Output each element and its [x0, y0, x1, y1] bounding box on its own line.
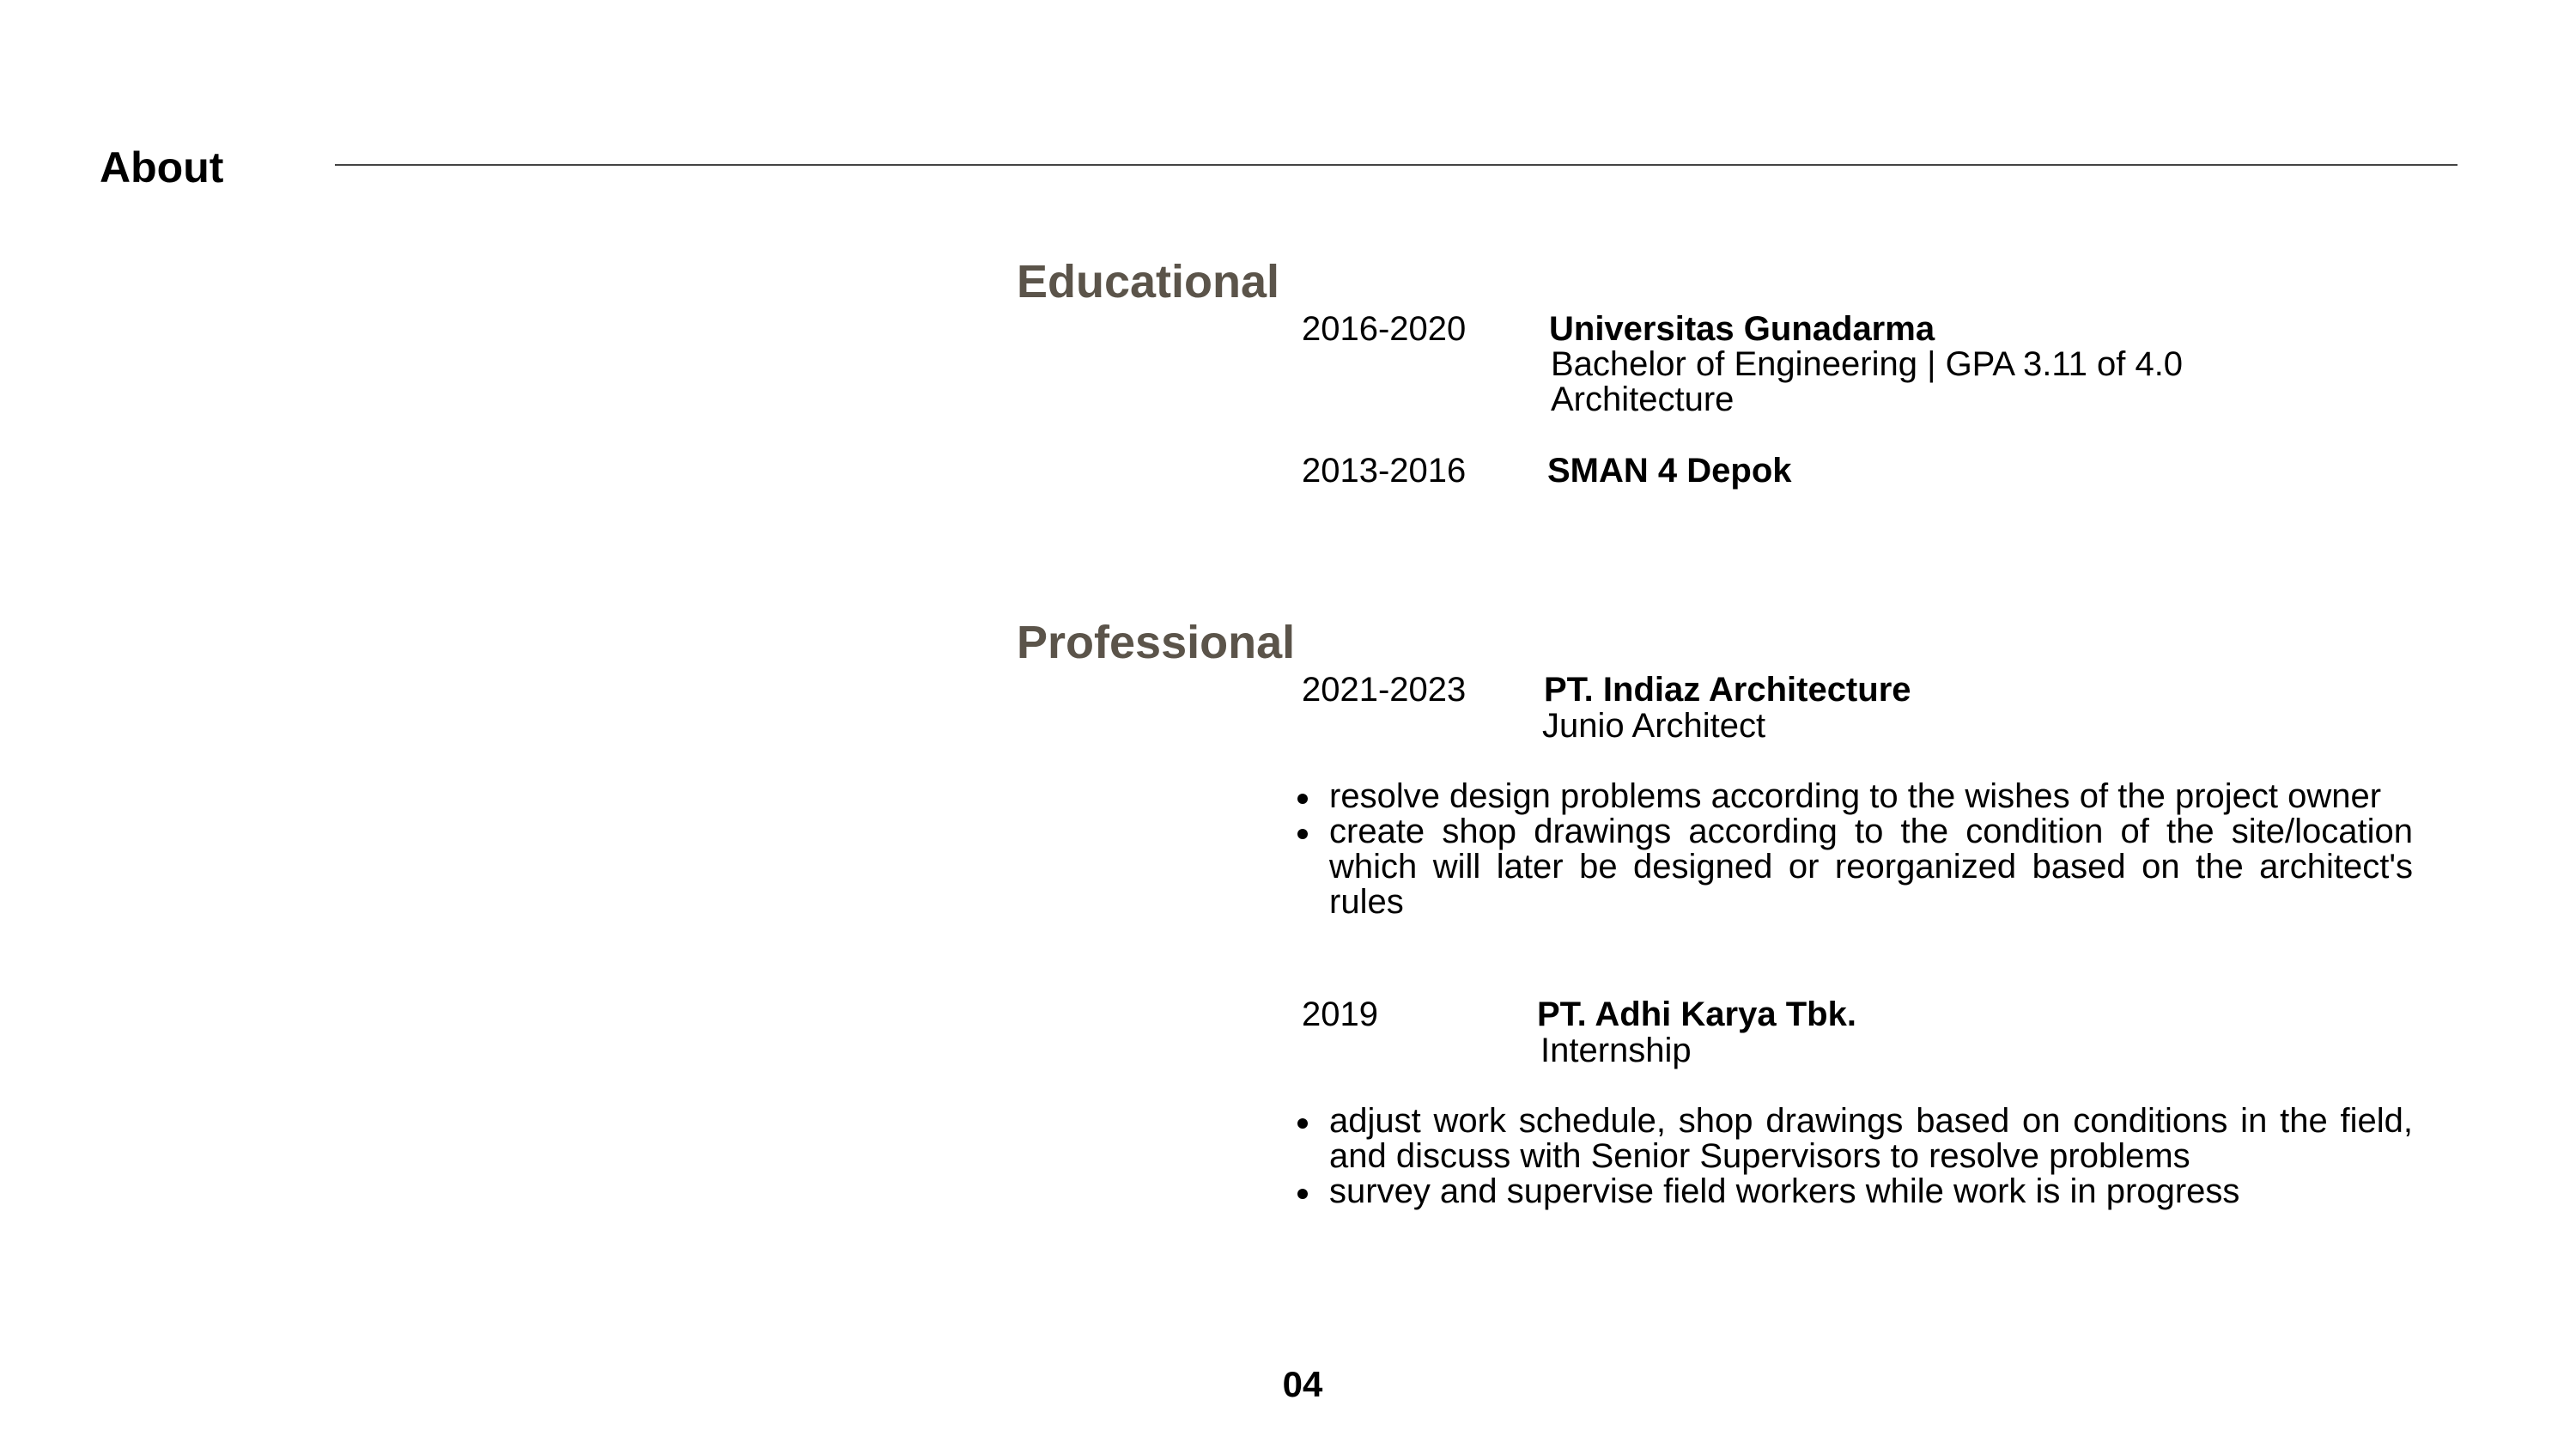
edu-2-school: SMAN 4 Depok	[1547, 452, 1792, 490]
edu-1-degree: Bachelor of Engineering | GPA 3.11 of 4.0	[1551, 345, 2184, 383]
list-item: resolve design problems according to the wishes of the project owner	[1329, 779, 2413, 814]
list-item: create shop drawings according to the condition of the site/location which will later be designed or reorganized based on the architect's rules	[1329, 813, 2413, 921]
page-title: About	[100, 143, 224, 192]
list-item: survey and supervise field workers while work is in progress	[1329, 1174, 2413, 1209]
header-divider	[335, 164, 2458, 166]
job-1-duties	[1329, 779, 2413, 920]
page-number: 04	[1282, 1364, 1323, 1404]
professional-heading: Professional	[1017, 617, 1296, 668]
job-1-company: PT. Indiaz Architecture	[1544, 671, 1911, 709]
job-2-duties	[1329, 1104, 2413, 1209]
job-2-years: 2019	[1302, 995, 1378, 1033]
educational-heading: Educational	[1017, 256, 1280, 307]
job-2-role: Internship	[1540, 1032, 1692, 1069]
job-1-years: 2021-2023	[1302, 671, 1467, 709]
edu-1-years: 2016-2020	[1302, 310, 1467, 348]
list-item: adjust work schedule, shop drawings based on conditions in the field, and discuss with Senior Supervisors to resolve problems	[1329, 1102, 2413, 1175]
edu-1-school: Universitas Gunadarma	[1549, 310, 1935, 348]
edu-2-years: 2013-2016	[1302, 452, 1467, 490]
job-2-company: PT. Adhi Karya Tbk.	[1537, 995, 1856, 1033]
job-1-role: Junio Architect	[1542, 707, 1766, 745]
edu-1-major: Architecture	[1551, 381, 1735, 418]
